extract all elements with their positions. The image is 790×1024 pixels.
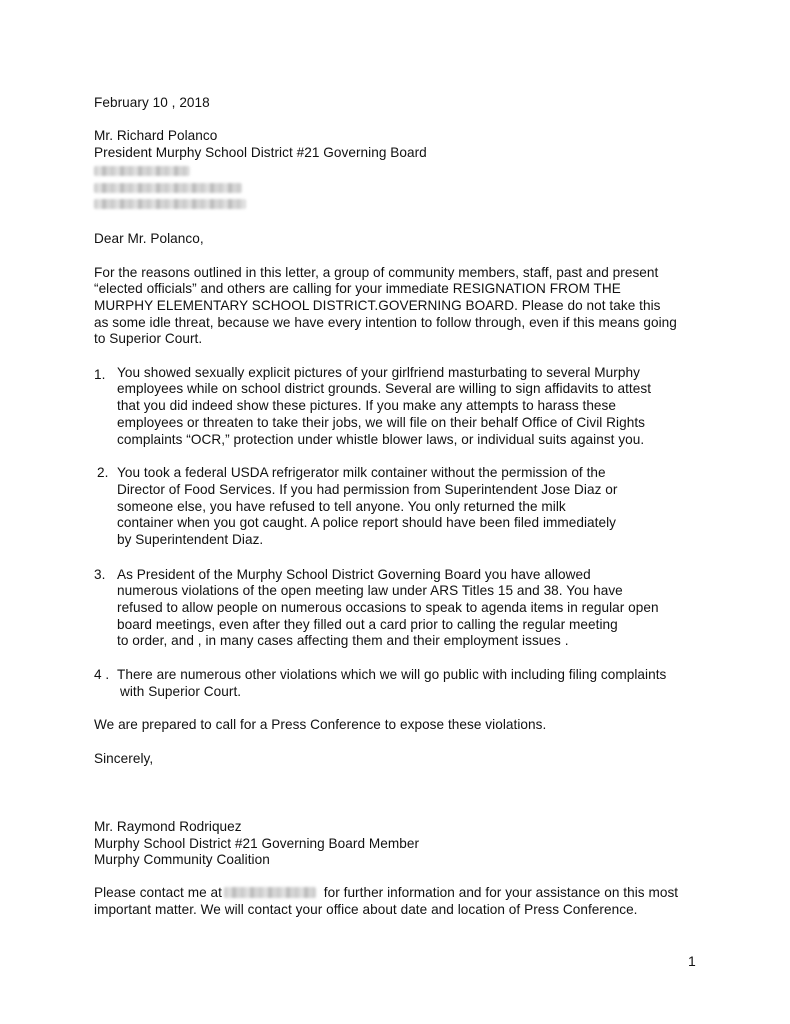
intro-line: For the reasons outlined in this letter, a group of community members, staff, past and present <box>94 265 659 280</box>
list-item-line: There are numerous other violations which we will go public with including filing complaints <box>117 667 667 682</box>
list-item-line: complaints “OCR,” protection under whistle blower laws, or individual suits against you. <box>117 432 645 447</box>
list-item-line: board meetings, even after they filled out a card prior to calling the regular meeting <box>117 617 618 632</box>
list-item-number: 3. <box>94 567 106 582</box>
list-item-number: 4 . <box>94 667 110 682</box>
redacted-address-line <box>94 183 242 193</box>
intro-line: as some idle threat, because we have every intention to follow through, even if this means going <box>94 315 677 330</box>
recipient-title: President Murphy School District #21 Governing Board <box>94 145 427 160</box>
salutation: Dear Mr. Polanco, <box>94 231 204 246</box>
list-item-line: container when you got caught. A police report should have been filed immediately <box>117 515 617 530</box>
recipient-name: Mr. Richard Polanco <box>94 128 218 143</box>
sender-name: Mr. Raymond Rodriquez <box>94 819 242 834</box>
list-item-line: You showed sexually explicit pictures of your girlfriend masturbating to several Murphy <box>117 365 640 380</box>
closing-statement: We are prepared to call for a Press Conference to expose these violations. <box>94 717 547 732</box>
list-item-line: You took a federal USDA refrigerator milk container without the permission of the <box>117 465 606 480</box>
redacted-phone <box>224 887 316 898</box>
page-number: 1 <box>688 953 696 969</box>
contact-line-2: important matter. We will contact your office about date and location of Press Conference. <box>94 902 638 917</box>
list-item-line: Director of Food Services. If you had permission from Superintendent Jose Diaz or <box>117 482 618 497</box>
redacted-address-line <box>94 199 246 209</box>
list-item-line: to order, and , in many cases affecting them and their employment issues . <box>117 633 569 648</box>
list-item-line: refused to allow people on numerous occasions to speak to agenda items in regular open <box>117 600 659 615</box>
intro-line: MURPHY ELEMENTARY SCHOOL DISTRICT.GOVERNING BOARD. Please do not take this <box>94 298 661 313</box>
sender-title: Murphy School District #21 Governing Board Member <box>94 836 420 851</box>
list-item-line: numerous violations of the open meeting law under ARS Titles 15 and 38. You have <box>117 583 623 598</box>
intro-line: to Superior Court. <box>94 331 203 346</box>
redacted-address-line <box>94 166 190 176</box>
contact-text-after: for further information and for your assistance on this most <box>319 885 679 900</box>
list-item-line: employees or threaten to take their jobs, we will file on their behalf Office of Civil Rights <box>117 415 646 430</box>
contact-text-before: Please contact me at <box>94 885 222 900</box>
intro-line: “elected officials” and others are calling for your immediate RESIGNATION FROM THE <box>94 281 621 296</box>
sign-off: Sincerely, <box>94 751 154 766</box>
list-item-number: 2. <box>97 465 109 480</box>
list-item-line: As President of the Murphy School District Governing Board you have allowed <box>117 567 591 582</box>
sender-organization: Murphy Community Coalition <box>94 852 270 867</box>
list-item-line: someone else, you have refused to tell anyone. You only returned the milk <box>117 499 566 514</box>
list-item-line: that you did indeed show these pictures. If you make any attempts to harass these <box>117 398 616 413</box>
letter-date: February 10 , 2018 <box>94 95 210 110</box>
contact-line-1 <box>94 884 678 901</box>
list-item-line: employees while on school district grounds. Several are willing to sign affidavits to attest <box>117 381 652 396</box>
list-item-line: with Superior Court. <box>120 684 242 699</box>
list-item-number: 1. <box>94 367 106 382</box>
list-item-line: by Superintendent Diaz. <box>117 532 264 547</box>
